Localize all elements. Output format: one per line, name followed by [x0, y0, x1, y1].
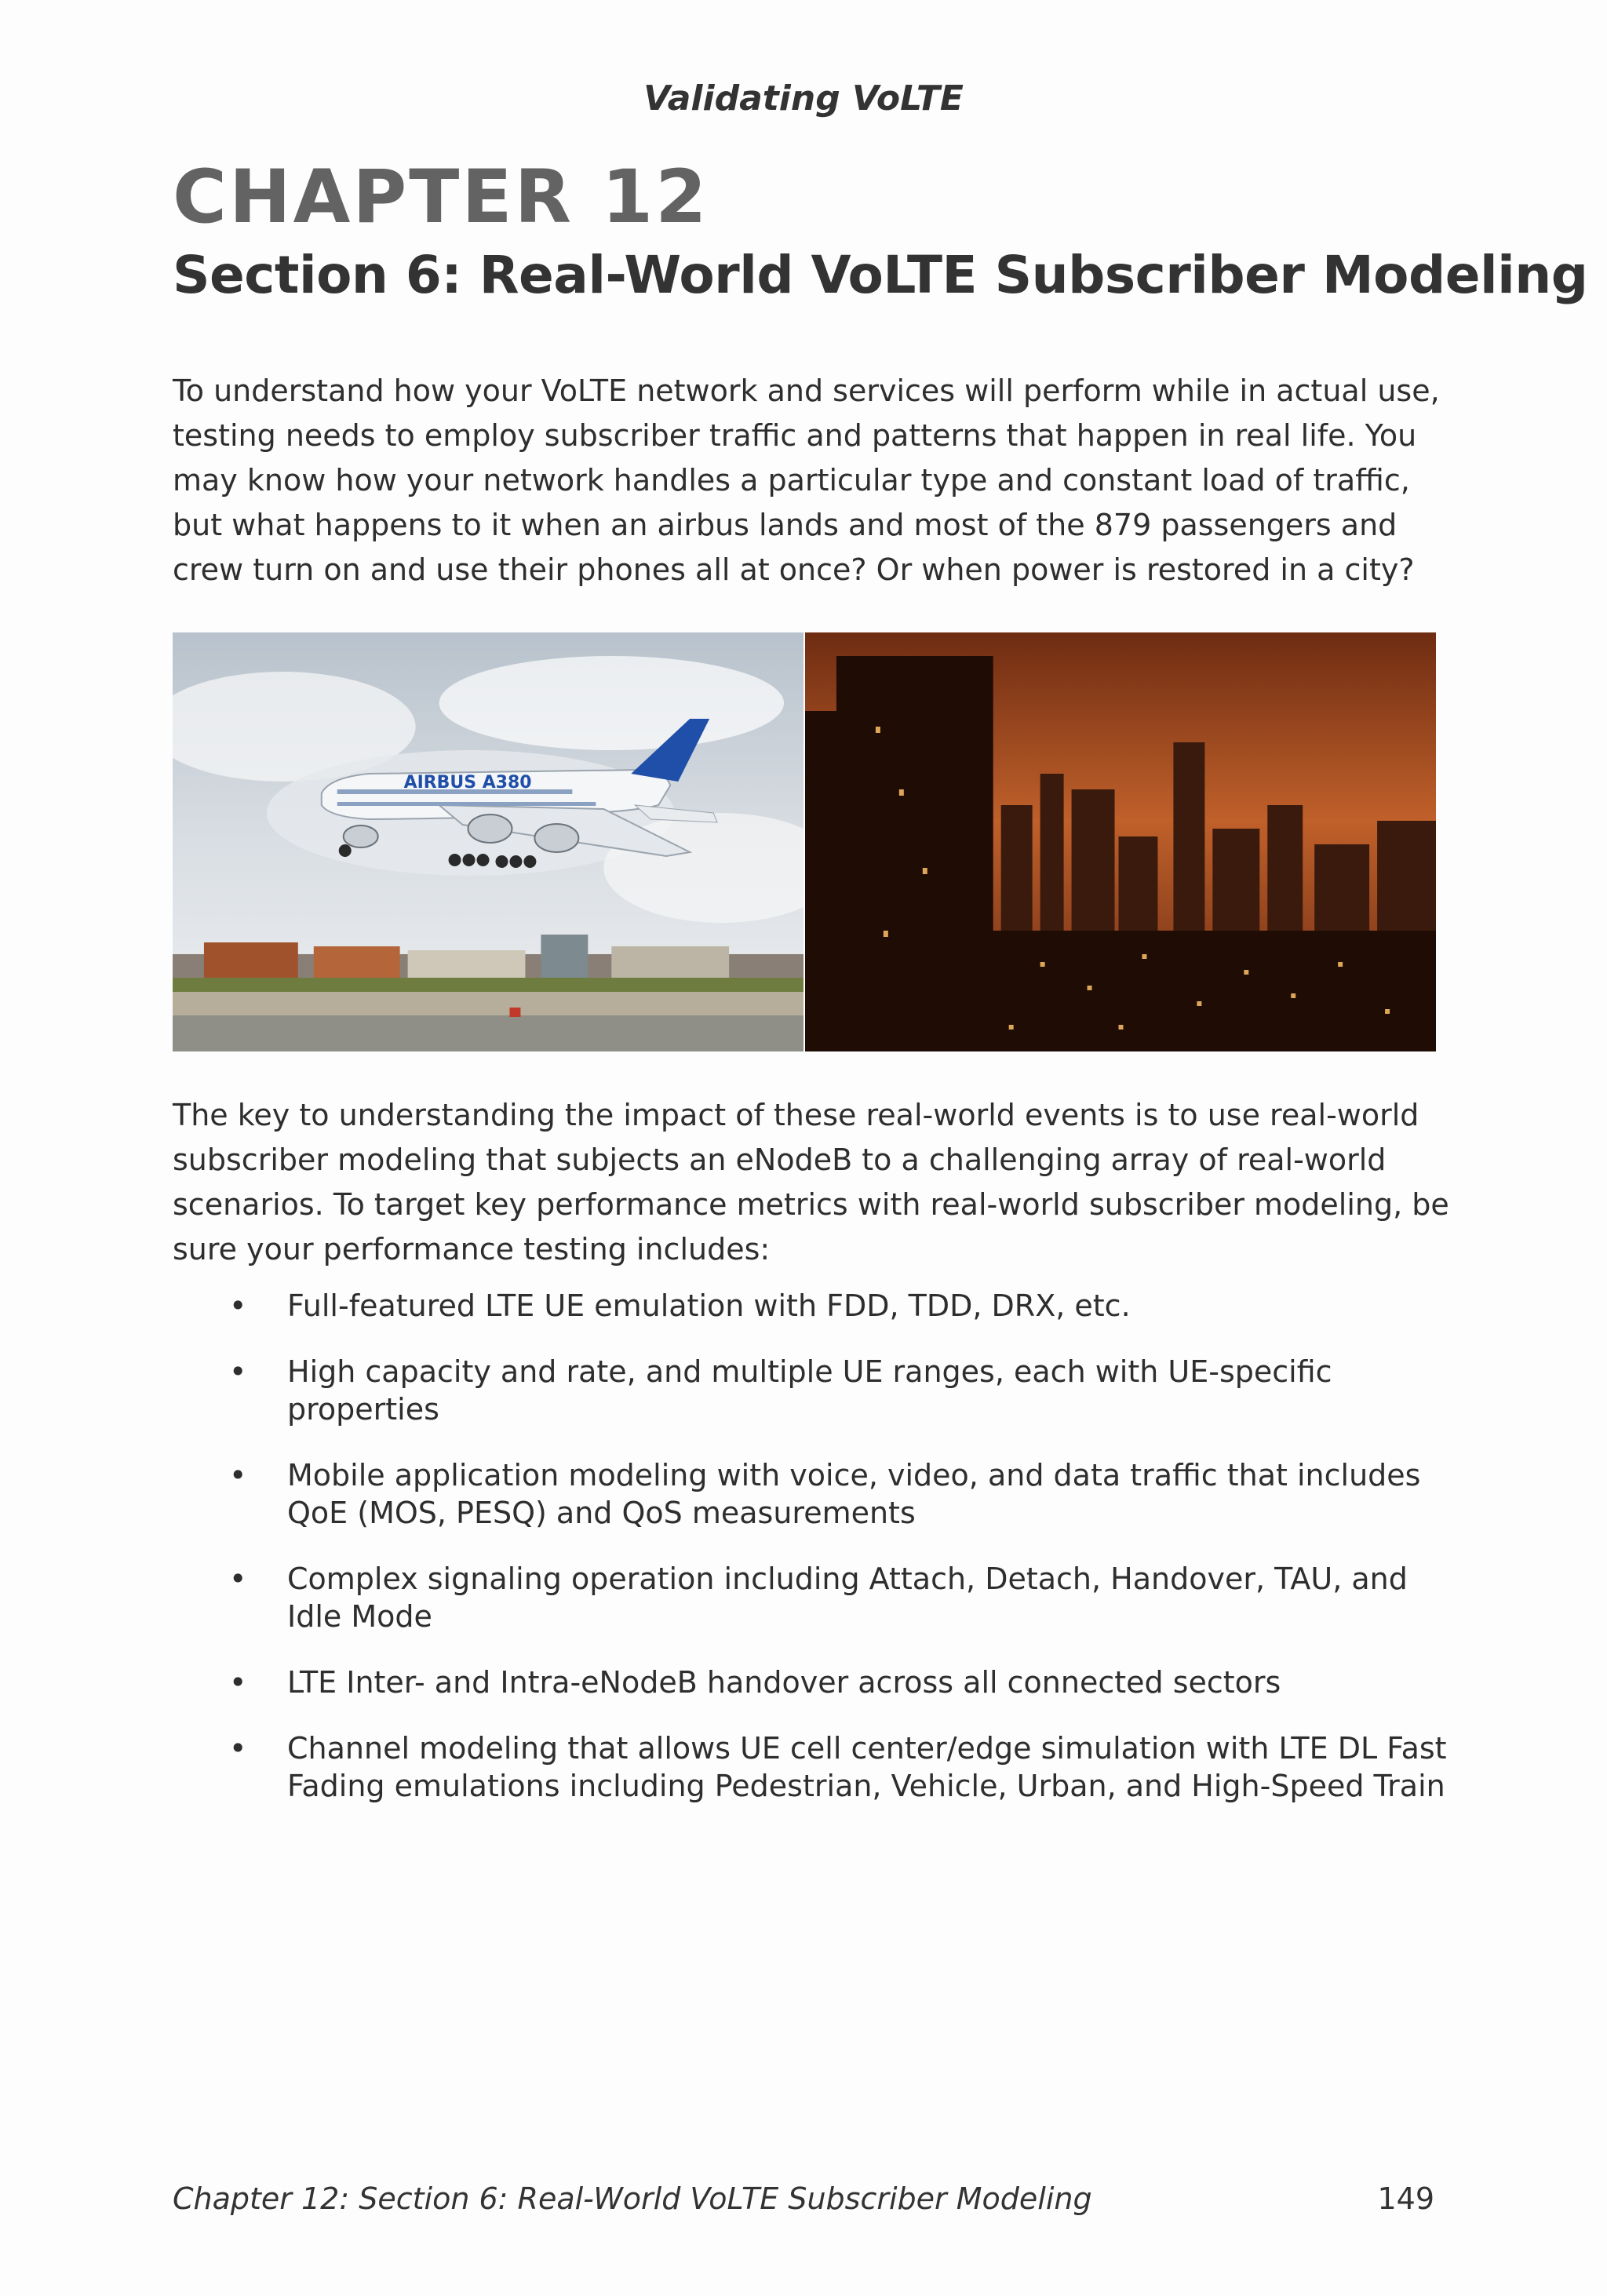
chapter-label: CHAPTER 12	[173, 155, 709, 240]
requirements-list	[173, 1287, 1459, 1833]
list-item	[173, 1560, 1459, 1635]
section-title: Section 6: Real-World VoLTE Subscriber Modeling	[173, 245, 1588, 305]
bullet-glyph: •	[229, 1562, 247, 1596]
footer-title: Chapter 12: Section 6: Real-World VoLTE Subscriber Modeling	[173, 2181, 1092, 2216]
city-skyline-image	[805, 632, 1436, 1051]
bullet-glyph: •	[229, 1288, 247, 1323]
bullet-glyph: •	[229, 1354, 247, 1389]
list-item-text: Complex signaling operation including Attach, Detach, Handover, TAU, and Idle Mode	[287, 1562, 1408, 1634]
list-item	[173, 1664, 1459, 1701]
list-item-text: Channel modeling that allows UE cell center/edge simulation with LTE DL Fast Fading emulations including Pedestrian, Vehicle, Urban, and High-Speed Train	[287, 1731, 1447, 1803]
page-number: 149	[1377, 2181, 1434, 2216]
bullet-glyph: •	[229, 1458, 247, 1492]
airbus-photo	[173, 632, 804, 1051]
list-item	[173, 1456, 1459, 1532]
key-paragraph: The key to understanding the impact of these real-world events is to use real-world subscriber modeling that subjects an eNodeB to a challenging array of real-world scenarios. To target key performance metrics with real-world subscriber modeling, be sure your performance testing includes:	[173, 1098, 1449, 1266]
intro-paragraph: To understand how your VoLTE network and services will perform while in actual use, testing needs to employ subscriber traffic and patterns that happen in real life. You may know how your network handles a particular type and constant load of traffic, but what happens to it when an airbus lands and most of the 879 passengers and crew turn on and use their phones all at once? Or when power is restored in a city?	[173, 374, 1440, 587]
list-item	[173, 1729, 1459, 1805]
airbus-lettering: AIRBUS A380	[403, 772, 532, 793]
city-photo	[805, 632, 1436, 1051]
running-header: Validating VoLTE	[643, 78, 964, 118]
list-item	[173, 1353, 1459, 1428]
airbus-landing-image	[173, 632, 804, 1051]
list-item-text: LTE Inter- and Intra-eNodeB handover across all connected sectors	[287, 1665, 1281, 1700]
photo-strip	[173, 632, 1436, 1051]
bullet-glyph: •	[229, 1665, 247, 1700]
list-item	[173, 1287, 1459, 1325]
list-item-text: High capacity and rate, and multiple UE ranges, each with UE-specific properties	[287, 1354, 1332, 1427]
list-item-text: Mobile application modeling with voice, video, and data traffic that includes QoE (MOS, PESQ) and QoS measurements	[287, 1458, 1421, 1530]
list-item-text: Full-featured LTE UE emulation with FDD, TDD, DRX, etc.	[287, 1288, 1131, 1323]
bullet-glyph: •	[229, 1731, 247, 1766]
